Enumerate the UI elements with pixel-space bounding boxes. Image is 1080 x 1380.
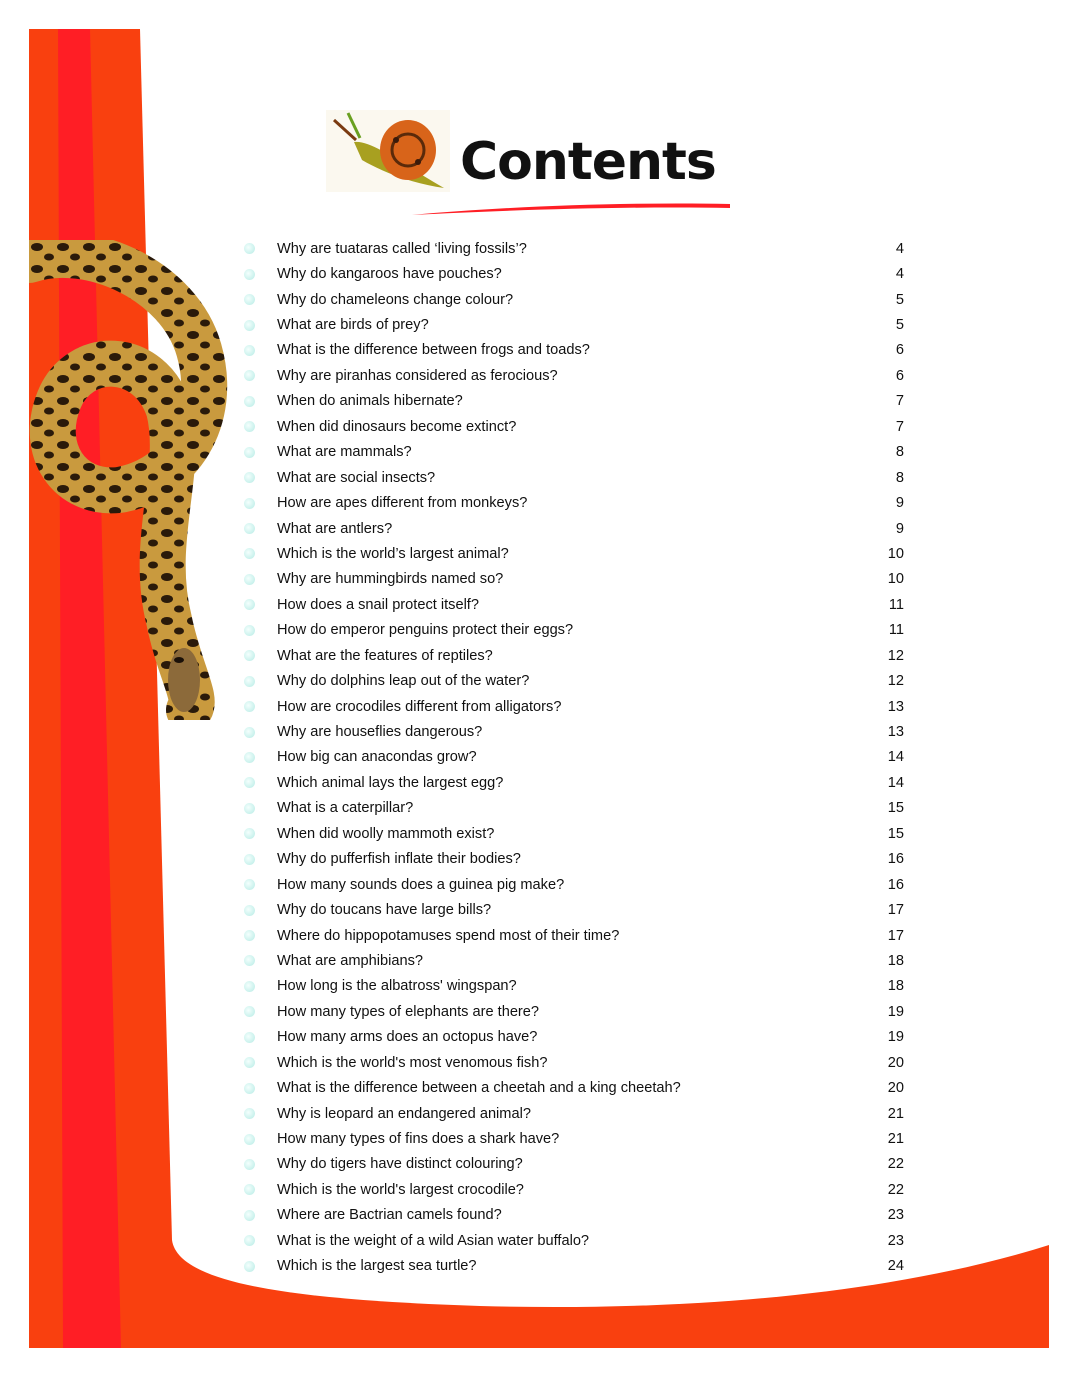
bullet-icon [244, 498, 255, 509]
contents-entry[interactable] [240, 516, 910, 541]
contents-entry[interactable] [240, 643, 910, 668]
entry-question: What are antlers? [277, 520, 393, 537]
entry-page-number: 15 [887, 825, 904, 842]
entry-question: Which animal lays the largest egg? [277, 774, 504, 791]
bullet-icon [244, 548, 255, 559]
bullet-icon [244, 879, 255, 890]
contents-entry[interactable] [240, 567, 910, 592]
entry-page-number: 21 [887, 1105, 904, 1122]
entry-question: What are social insects? [277, 469, 436, 486]
bullet-icon [244, 294, 255, 305]
contents-entry[interactable] [240, 847, 910, 872]
entry-question: When do animals hibernate? [277, 393, 463, 410]
entry-page-number: 13 [887, 724, 904, 741]
entry-page-number: 13 [887, 698, 904, 715]
entry-question: How does a snail protect itself? [277, 596, 479, 613]
entry-page-number: 17 [887, 902, 904, 919]
entry-question: When did woolly mammoth exist? [277, 825, 495, 842]
contents-entry[interactable] [240, 1050, 910, 1075]
entry-question: How many types of fins does a shark have? [277, 1131, 560, 1148]
entry-question: Which is the world’s largest animal? [277, 545, 509, 562]
entry-question: What is the weight of a wild Asian water buffalo? [277, 1232, 590, 1249]
contents-entry[interactable] [240, 465, 910, 490]
entry-page-number: 19 [887, 1003, 904, 1020]
bullet-icon [244, 523, 255, 534]
contents-entry[interactable] [240, 389, 910, 414]
entry-question: Which is the world's largest crocodile? [277, 1181, 524, 1198]
contents-entry[interactable] [240, 1152, 910, 1177]
entry-question: Why do pufferfish inflate their bodies? [277, 851, 521, 868]
entry-page-number: 12 [887, 673, 904, 690]
bullet-icon [244, 243, 255, 254]
contents-entry[interactable] [240, 719, 910, 744]
entry-page-number: 11 [888, 622, 904, 639]
entry-question: How do emperor penguins protect their eggs? [277, 622, 574, 639]
entry-page-number: 22 [887, 1156, 904, 1173]
entry-page-number: 20 [887, 1054, 904, 1071]
contents-entry[interactable] [240, 796, 910, 821]
entry-question: When did dinosaurs become extinct? [277, 418, 517, 435]
entry-question: Which is the largest sea turtle? [277, 1258, 477, 1275]
entry-question: What is a caterpillar? [277, 800, 414, 817]
entry-question: How are apes different from monkeys? [277, 495, 528, 512]
contents-entry[interactable] [240, 872, 910, 897]
contents-entry[interactable] [240, 999, 910, 1024]
entry-page-number: 8 [895, 444, 904, 461]
bullet-icon [244, 777, 255, 788]
entry-page-number: 5 [895, 291, 904, 308]
bullet-icon [244, 1159, 255, 1170]
contents-entry[interactable] [240, 694, 910, 719]
bullet-icon [244, 1057, 255, 1068]
contents-entry[interactable] [240, 974, 910, 999]
contents-entry[interactable] [240, 668, 910, 693]
entry-page-number: 7 [895, 418, 904, 435]
contents-entry[interactable] [240, 338, 910, 363]
contents-entry[interactable] [240, 821, 910, 846]
entry-page-number: 4 [895, 266, 904, 283]
entry-page-number: 6 [895, 367, 904, 384]
entry-question: Where do hippopotamuses spend most of their time? [277, 927, 620, 944]
entry-question: How are crocodiles different from alligators? [277, 698, 562, 715]
entry-page-number: 10 [887, 571, 904, 588]
contents-entry[interactable] [240, 1126, 910, 1151]
bullet-icon [244, 727, 255, 738]
entry-page-number: 9 [895, 520, 904, 537]
contents-entry[interactable] [240, 948, 910, 973]
entry-question: Why are piranhas considered as ferocious? [277, 367, 558, 384]
entry-question: How long is the albatross' wingspan? [277, 978, 517, 995]
contents-entry[interactable] [240, 363, 910, 388]
bullet-icon [244, 1261, 255, 1272]
contents-entry[interactable] [240, 1203, 910, 1228]
bullet-icon [244, 981, 255, 992]
contents-entry[interactable] [240, 1075, 910, 1100]
entry-page-number: 17 [887, 927, 904, 944]
entry-page-number: 18 [887, 952, 904, 969]
contents-entry[interactable] [240, 312, 910, 337]
bullet-icon [244, 828, 255, 839]
bullet-icon [244, 447, 255, 458]
page-title: Contents [460, 132, 716, 192]
entry-question: Why are houseflies dangerous? [277, 724, 483, 741]
entry-page-number: 9 [895, 495, 904, 512]
contents-entry[interactable] [240, 414, 910, 439]
bullet-icon [244, 701, 255, 712]
entry-page-number: 14 [887, 749, 904, 766]
entry-page-number: 11 [888, 596, 904, 613]
entry-question: How big can anacondas grow? [277, 749, 477, 766]
entry-question: Why do kangaroos have pouches? [277, 266, 502, 283]
bullet-icon [244, 676, 255, 687]
bullet-icon [244, 1235, 255, 1246]
bullet-icon [244, 1134, 255, 1145]
entry-page-number: 6 [895, 342, 904, 359]
contents-entry[interactable] [240, 287, 910, 312]
bullet-icon [244, 930, 255, 941]
entry-page-number: 15 [887, 800, 904, 817]
entry-page-number: 18 [887, 978, 904, 995]
contents-entry[interactable] [240, 923, 910, 948]
entry-question: What is the difference between a cheetah and a king cheetah? [277, 1080, 681, 1097]
bullet-icon [244, 1184, 255, 1195]
entry-question: Why do tigers have distinct colouring? [277, 1156, 523, 1173]
bullet-icon [244, 320, 255, 331]
contents-entry[interactable] [240, 1025, 910, 1050]
entry-page-number: 23 [887, 1207, 904, 1224]
bullet-icon [244, 1210, 255, 1221]
contents-entry[interactable] [240, 897, 910, 922]
entry-question: How many arms does an octopus have? [277, 1029, 538, 1046]
bullet-icon [244, 1032, 255, 1043]
entry-page-number: 7 [895, 393, 904, 410]
bullet-icon [244, 1006, 255, 1017]
snake-illustration [29, 240, 229, 720]
entry-question: Why do toucans have large bills? [277, 902, 492, 919]
entry-page-number: 16 [887, 851, 904, 868]
entry-question: Why do chameleons change colour? [277, 291, 514, 308]
entry-page-number: 24 [887, 1258, 904, 1275]
bullet-icon [244, 269, 255, 280]
contents-entry[interactable] [240, 592, 910, 617]
entry-question: What are the features of reptiles? [277, 647, 493, 664]
entry-page-number: 8 [895, 469, 904, 486]
entry-page-number: 14 [887, 774, 904, 791]
entry-page-number: 12 [887, 647, 904, 664]
entry-question: Why is leopard an endangered animal? [277, 1105, 531, 1122]
contents-entry[interactable] [240, 541, 910, 566]
contents-entry[interactable] [240, 1254, 910, 1279]
entry-question: Which is the world's most venomous fish? [277, 1054, 548, 1071]
bullet-icon [244, 854, 255, 865]
contents-entry[interactable] [240, 440, 910, 465]
contents-entry[interactable] [240, 1101, 910, 1126]
contents-entry[interactable] [240, 618, 910, 643]
bullet-icon [244, 1083, 255, 1094]
entry-page-number: 20 [887, 1080, 904, 1097]
bullet-icon [244, 396, 255, 407]
entry-question: How many types of elephants are there? [277, 1003, 540, 1020]
contents-entry[interactable] [240, 236, 910, 261]
bullet-icon [244, 574, 255, 585]
contents-entry[interactable] [240, 745, 910, 770]
contents-entry[interactable] [240, 1228, 910, 1253]
bullet-icon [244, 472, 255, 483]
entry-page-number: 4 [895, 240, 904, 257]
entry-question: What is the difference between frogs and toads? [277, 342, 590, 359]
entry-question: Why are tuataras called ‘living fossils’? [277, 240, 527, 257]
bullet-icon [244, 625, 255, 636]
entry-question: Why are hummingbirds named so? [277, 571, 504, 588]
contents-entry[interactable] [240, 1177, 910, 1202]
bullet-icon [244, 370, 255, 381]
bullet-icon [244, 421, 255, 432]
entry-question: Why do dolphins leap out of the water? [277, 673, 530, 690]
entry-question: What are mammals? [277, 444, 412, 461]
entry-page-number: 21 [887, 1131, 904, 1148]
bullet-icon [244, 599, 255, 610]
contents-list [240, 236, 910, 1279]
snail-illustration [326, 110, 450, 192]
bullet-icon [244, 803, 255, 814]
contents-entry[interactable] [240, 261, 910, 286]
contents-entry[interactable] [240, 490, 910, 515]
title-underline [410, 198, 735, 218]
entry-question: How many sounds does a guinea pig make? [277, 876, 565, 893]
bullet-icon [244, 1108, 255, 1119]
entry-page-number: 23 [887, 1232, 904, 1249]
bullet-icon [244, 650, 255, 661]
bullet-icon [244, 955, 255, 966]
bullet-icon [244, 905, 255, 916]
bullet-icon [244, 345, 255, 356]
entry-page-number: 10 [887, 545, 904, 562]
entry-page-number: 16 [887, 876, 904, 893]
contents-entry[interactable] [240, 770, 910, 795]
entry-question: Where are Bactrian camels found? [277, 1207, 502, 1224]
entry-question: What are birds of prey? [277, 317, 429, 334]
entry-question: What are amphibians? [277, 952, 424, 969]
entry-page-number: 5 [895, 317, 904, 334]
entry-page-number: 22 [887, 1181, 904, 1198]
bullet-icon [244, 752, 255, 763]
entry-page-number: 19 [887, 1029, 904, 1046]
